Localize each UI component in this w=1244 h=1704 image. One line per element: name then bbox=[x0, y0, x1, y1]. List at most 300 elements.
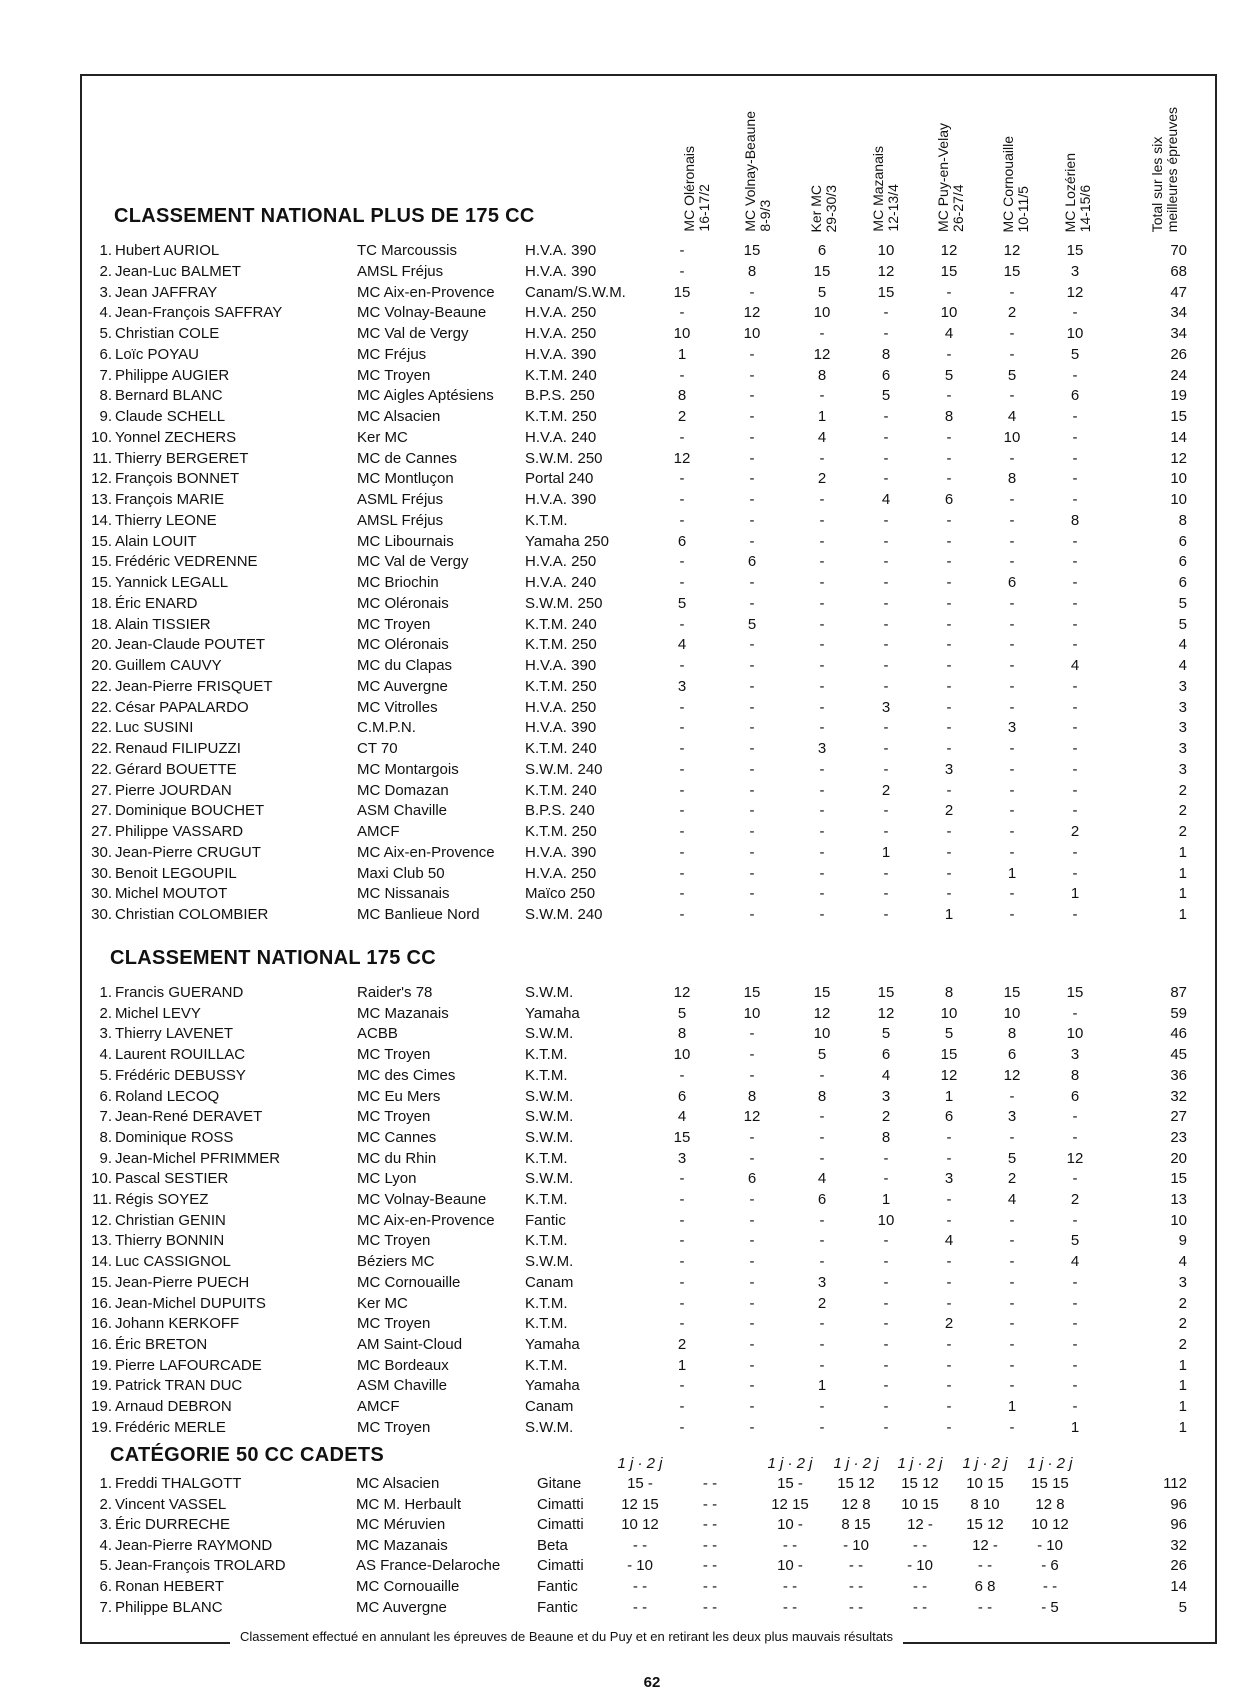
score-cell: 8 bbox=[1070, 1066, 1080, 1084]
total-cell: 2 bbox=[1178, 823, 1187, 840]
score-cell: - 5 bbox=[1041, 1598, 1059, 1616]
rank: 4. bbox=[99, 1046, 112, 1064]
score-cell: - bbox=[1072, 719, 1078, 737]
total-cell: 5 bbox=[1178, 615, 1187, 633]
score-cell: - bbox=[883, 594, 889, 612]
score-cell: - - bbox=[782, 1598, 798, 1616]
club-name: ASM Chaville bbox=[357, 1377, 448, 1395]
column-header bbox=[1135, 92, 1195, 232]
score-cell: 12 - bbox=[907, 1516, 933, 1534]
rider-name: Thierry BONNIN bbox=[115, 1232, 225, 1250]
column-header-label: MC Cornouaille 10-11/5 bbox=[1000, 135, 1031, 232]
score-cell: - bbox=[819, 864, 825, 882]
total-cell: 24 bbox=[1170, 366, 1187, 384]
motorcycle: Cimatti bbox=[537, 1495, 584, 1513]
score-cell: - bbox=[883, 823, 889, 840]
score-cell: 5 bbox=[881, 387, 891, 405]
score-cell: - - bbox=[912, 1578, 928, 1595]
score-cell: - - bbox=[702, 1495, 718, 1513]
score-cell: - bbox=[749, 1315, 755, 1333]
day-header: 1 j · 2 j bbox=[617, 1455, 663, 1472]
score-cell: - bbox=[819, 1149, 825, 1167]
score-cell: - bbox=[1072, 1377, 1078, 1395]
total-cell: 3 bbox=[1178, 760, 1187, 778]
score-cell: - bbox=[1072, 843, 1078, 861]
score-cell: 4 bbox=[677, 636, 687, 654]
score-cell: - bbox=[1009, 1356, 1015, 1374]
score-cell: - bbox=[883, 1356, 889, 1374]
score-cell: 12 bbox=[877, 1004, 895, 1022]
motorcycle: S.W.M. bbox=[525, 1108, 574, 1126]
score-cell: - bbox=[946, 1191, 952, 1208]
motorcycle: Yamaha bbox=[525, 1377, 580, 1395]
motorcycle: H.V.A. 250 bbox=[525, 698, 597, 716]
score-cell: - bbox=[1009, 657, 1015, 674]
rider-name: Thierry BERGERET bbox=[115, 449, 249, 467]
score-cell: - bbox=[679, 885, 685, 903]
rank: 22. bbox=[91, 677, 112, 695]
score-cell: 12 bbox=[743, 1108, 761, 1126]
score-cell: - bbox=[883, 1232, 889, 1250]
score-cell: - bbox=[749, 1273, 755, 1291]
score-cell: - bbox=[946, 428, 952, 446]
rider-name: Philippe BLANC bbox=[115, 1598, 223, 1616]
score-cell: - bbox=[1072, 1315, 1078, 1333]
rider-name: Philippe AUGIER bbox=[115, 366, 230, 384]
club-name: Ker MC bbox=[357, 428, 408, 446]
score-cell: - bbox=[819, 781, 825, 799]
table-row bbox=[0, 1535, 1244, 1556]
score-cell: 3 bbox=[677, 677, 687, 695]
total-cell: 1 bbox=[1178, 1377, 1187, 1395]
score-cell: - bbox=[883, 553, 889, 571]
table-row bbox=[0, 240, 1244, 261]
rank: 22. bbox=[91, 760, 112, 778]
score-cell: - bbox=[946, 470, 952, 488]
score-cell: - bbox=[679, 304, 685, 322]
score-cell: - bbox=[819, 906, 825, 923]
club-name: MC Alsacien bbox=[356, 1475, 440, 1492]
score-cell: 5 bbox=[944, 366, 954, 384]
motorcycle: H.V.A. 390 bbox=[525, 843, 597, 861]
score-cell: - bbox=[1009, 781, 1015, 799]
club-name: MC de Cannes bbox=[357, 449, 458, 467]
score-cell: 10 15 bbox=[901, 1495, 939, 1513]
score-cell: 6 bbox=[817, 242, 827, 259]
score-cell: 6 8 bbox=[974, 1578, 996, 1595]
day-header: 1 j · 2 j bbox=[897, 1455, 943, 1472]
rider-name: Luc SUSINI bbox=[115, 719, 194, 737]
rider-name: Frédéric DEBUSSY bbox=[115, 1066, 246, 1084]
score-cell: 15 bbox=[1003, 262, 1021, 280]
score-cell: 6 bbox=[1007, 1046, 1017, 1064]
score-cell: - bbox=[883, 1377, 889, 1395]
rank: 7. bbox=[99, 366, 112, 384]
rider-name: Loïc POYAU bbox=[115, 345, 199, 363]
total-cell: 112 bbox=[1163, 1475, 1187, 1492]
score-cell: 12 bbox=[673, 984, 691, 1001]
score-cell: 12 bbox=[1003, 1066, 1021, 1084]
club-name: MC Montargois bbox=[357, 760, 459, 778]
table-row bbox=[0, 1417, 1244, 1438]
club-name: CT 70 bbox=[357, 740, 398, 757]
rider-name: Jean-René DERAVET bbox=[115, 1108, 263, 1126]
score-cell: - bbox=[1072, 615, 1078, 633]
total-cell: 5 bbox=[1178, 594, 1187, 612]
total-cell: 1 bbox=[1178, 885, 1187, 903]
motorcycle: H.V.A. 390 bbox=[525, 242, 597, 259]
column-header-label: Ker MC 29-30/3 bbox=[808, 184, 839, 232]
score-cell: 10 bbox=[940, 1004, 958, 1022]
rider-name: Jean-Pierre FRISQUET bbox=[115, 677, 273, 695]
rank: 15. bbox=[91, 532, 112, 550]
total-cell: 2 bbox=[1178, 781, 1187, 799]
score-cell: - bbox=[946, 677, 952, 695]
score-cell: - bbox=[749, 677, 755, 695]
rider-name: Jean-Pierre CRUGUT bbox=[115, 843, 261, 861]
rank: 7. bbox=[99, 1108, 112, 1126]
score-cell: 15 12 bbox=[966, 1516, 1004, 1534]
score-cell: 12 bbox=[940, 1066, 958, 1084]
rank: 4. bbox=[99, 1536, 112, 1554]
score-cell: 10 bbox=[1003, 428, 1021, 446]
score-cell: 1 bbox=[1070, 885, 1080, 903]
motorcycle: Portal 240 bbox=[525, 470, 594, 488]
score-cell: 2 bbox=[944, 1315, 954, 1333]
table-row bbox=[0, 614, 1244, 635]
rider-name: Jean-Pierre RAYMOND bbox=[115, 1536, 273, 1554]
score-cell: 6 bbox=[1007, 574, 1017, 591]
club-name: MC Libournais bbox=[357, 532, 454, 550]
rider-name: César PAPALARDO bbox=[115, 698, 249, 716]
score-cell: - bbox=[749, 1066, 755, 1084]
score-cell: - bbox=[883, 1398, 889, 1415]
score-cell: - bbox=[946, 636, 952, 654]
motorcycle: Beta bbox=[537, 1536, 568, 1554]
score-cell: 4 bbox=[881, 1066, 891, 1084]
motorcycle: K.T.M. 250 bbox=[525, 677, 597, 695]
total-cell: 23 bbox=[1170, 1128, 1187, 1146]
motorcycle: B.P.S. 240 bbox=[525, 802, 595, 820]
score-cell: 6 bbox=[944, 1108, 954, 1126]
score-cell: 15 12 bbox=[901, 1475, 939, 1492]
rider-name: Patrick TRAN DUC bbox=[115, 1377, 243, 1395]
rank: 2. bbox=[99, 262, 112, 280]
rider-name: Éric BRETON bbox=[115, 1335, 208, 1353]
club-name: AMSL Fréjus bbox=[357, 511, 444, 529]
rider-name: Jean-Claude POUTET bbox=[115, 636, 266, 654]
score-cell: - bbox=[883, 677, 889, 695]
score-cell: - bbox=[883, 1273, 889, 1291]
score-cell: - bbox=[749, 719, 755, 737]
score-cell: 1 bbox=[944, 906, 954, 923]
score-cell: 4 bbox=[944, 1232, 954, 1250]
score-cell: 4 bbox=[1070, 657, 1080, 674]
score-cell: 1 bbox=[881, 1191, 891, 1208]
table-row bbox=[0, 982, 1244, 1003]
score-cell: 6 bbox=[881, 366, 891, 384]
score-cell: 10 bbox=[673, 1046, 691, 1064]
score-cell: 3 bbox=[817, 740, 827, 757]
club-name: MC Nissanais bbox=[357, 885, 450, 903]
score-cell: - bbox=[883, 574, 889, 591]
rank: 10. bbox=[91, 428, 112, 446]
club-name: MC Briochin bbox=[357, 574, 439, 591]
rider-name: Francis GUERAND bbox=[115, 984, 244, 1001]
score-cell: 12 bbox=[813, 1004, 831, 1022]
motorcycle: K.T.M. 250 bbox=[525, 636, 597, 654]
score-cell: 15 bbox=[1066, 984, 1084, 1001]
score-cell: - bbox=[946, 781, 952, 799]
score-cell: - bbox=[883, 885, 889, 903]
score-cell: - bbox=[679, 781, 685, 799]
table-row bbox=[0, 1251, 1244, 1272]
rank: 2. bbox=[99, 1495, 112, 1513]
score-cell: - bbox=[1072, 1170, 1078, 1188]
score-cell: 8 bbox=[677, 387, 687, 405]
score-cell: 15 bbox=[743, 242, 761, 259]
rank: 18. bbox=[91, 615, 112, 633]
table-row bbox=[0, 738, 1244, 759]
score-cell: 1 bbox=[1070, 1418, 1080, 1436]
score-cell: 12 15 bbox=[621, 1495, 659, 1513]
score-cell: 1 bbox=[881, 843, 891, 861]
club-name: MC Banlieue Nord bbox=[357, 906, 480, 923]
table-row bbox=[0, 676, 1244, 697]
rank: 8. bbox=[99, 1128, 112, 1146]
total-cell: 96 bbox=[1170, 1495, 1187, 1513]
rider-name: Thierry LEONE bbox=[115, 511, 217, 529]
motorcycle: K.T.M. bbox=[525, 1356, 568, 1374]
day-header: 1 j · 2 j bbox=[833, 1455, 879, 1472]
score-cell: - bbox=[679, 760, 685, 778]
rank: 14. bbox=[91, 1253, 112, 1271]
score-cell: - bbox=[1009, 823, 1015, 840]
score-cell: - bbox=[946, 657, 952, 674]
club-name: MC Aix-en-Provence bbox=[357, 283, 495, 301]
score-cell: - bbox=[1072, 906, 1078, 923]
score-cell: - bbox=[679, 511, 685, 529]
rider-name: Dominique BOUCHET bbox=[115, 802, 265, 820]
score-cell: 15 - bbox=[777, 1475, 803, 1492]
score-cell: 15 12 bbox=[837, 1475, 875, 1492]
club-name: MC du Clapas bbox=[357, 657, 453, 674]
rank: 30. bbox=[91, 885, 112, 903]
score-cell: - bbox=[1072, 1273, 1078, 1291]
rank: 16. bbox=[91, 1335, 112, 1353]
score-cell: - bbox=[749, 636, 755, 654]
day-header: 1 j · 2 j bbox=[962, 1455, 1008, 1472]
rider-name: Christian COLOMBIER bbox=[115, 906, 269, 923]
club-name: MC Eu Mers bbox=[357, 1087, 441, 1105]
club-name: MC Troyen bbox=[357, 1108, 431, 1126]
score-cell: - bbox=[819, 719, 825, 737]
score-cell: 8 15 bbox=[841, 1516, 871, 1534]
rank: 1. bbox=[99, 242, 112, 259]
table-row bbox=[0, 1086, 1244, 1107]
table-row bbox=[0, 634, 1244, 655]
score-cell: 10 - bbox=[777, 1557, 803, 1575]
rank: 30. bbox=[91, 906, 112, 923]
section-title-plus-175: CLASSEMENT NATIONAL PLUS DE 175 CC bbox=[114, 205, 535, 227]
club-name: MC Troyen bbox=[357, 1232, 431, 1250]
score-cell: - bbox=[946, 449, 952, 467]
table-row bbox=[0, 593, 1244, 614]
score-cell: 10 bbox=[813, 304, 831, 322]
rank: 15. bbox=[91, 553, 112, 571]
score-cell: - bbox=[1009, 843, 1015, 861]
score-cell: 2 bbox=[677, 408, 687, 425]
table-row bbox=[0, 1355, 1244, 1376]
score-cell: - bbox=[883, 1315, 889, 1333]
score-cell: - bbox=[946, 698, 952, 716]
club-name: C.M.P.N. bbox=[357, 719, 416, 737]
score-cell: - bbox=[883, 325, 889, 342]
score-cell: - bbox=[883, 802, 889, 820]
score-cell: - - bbox=[782, 1536, 798, 1554]
club-name: MC Mazanais bbox=[357, 1004, 449, 1022]
score-cell: - bbox=[749, 781, 755, 799]
table-row bbox=[0, 821, 1244, 842]
motorcycle: H.V.A. 240 bbox=[525, 574, 597, 591]
score-cell: 12 bbox=[877, 262, 895, 280]
score-cell: 8 bbox=[1007, 470, 1017, 488]
score-cell: - bbox=[1009, 698, 1015, 716]
motorcycle: B.P.S. 250 bbox=[525, 387, 595, 405]
score-cell: 12 8 bbox=[841, 1495, 871, 1513]
score-cell: - bbox=[819, 553, 825, 571]
score-cell: 3 bbox=[944, 1170, 954, 1188]
club-name: Béziers MC bbox=[357, 1253, 435, 1271]
total-cell: 46 bbox=[1170, 1025, 1187, 1043]
score-cell: - bbox=[749, 760, 755, 778]
score-cell: 3 bbox=[1070, 1046, 1080, 1064]
club-name: MC Domazan bbox=[357, 781, 449, 799]
score-cell: - bbox=[1072, 574, 1078, 591]
score-cell: - bbox=[1009, 1377, 1015, 1395]
rank: 20. bbox=[91, 657, 112, 674]
rank: 27. bbox=[91, 802, 112, 820]
score-cell: - bbox=[1009, 1128, 1015, 1146]
score-cell: 5 bbox=[677, 1004, 687, 1022]
score-cell: - - bbox=[1042, 1578, 1058, 1595]
score-cell: - bbox=[1009, 906, 1015, 923]
rider-name: Hubert AURIOL bbox=[115, 242, 220, 259]
score-cell: 5 bbox=[677, 594, 687, 612]
score-cell: - bbox=[749, 1335, 755, 1353]
table-row bbox=[0, 1065, 1244, 1086]
total-cell: 2 bbox=[1178, 1294, 1187, 1312]
score-cell: - bbox=[946, 1377, 952, 1395]
score-cell: - bbox=[883, 760, 889, 778]
score-cell: - bbox=[819, 843, 825, 861]
rider-name: Ronan HEBERT bbox=[115, 1578, 224, 1595]
score-cell: 12 bbox=[1066, 1149, 1084, 1167]
score-cell: 3 bbox=[1007, 1108, 1017, 1126]
rider-name: Claude SCHELL bbox=[115, 408, 226, 425]
rank: 18. bbox=[91, 594, 112, 612]
score-cell: - bbox=[1009, 345, 1015, 363]
rank: 3. bbox=[99, 1025, 112, 1043]
table-row bbox=[0, 468, 1244, 489]
motorcycle: K.T.M. 240 bbox=[525, 366, 597, 384]
score-cell: - bbox=[1072, 428, 1078, 446]
score-cell: 4 bbox=[881, 491, 891, 508]
rank: 5. bbox=[99, 325, 112, 342]
score-cell: - bbox=[1009, 760, 1015, 778]
club-name: Maxi Club 50 bbox=[357, 864, 445, 882]
total-cell: 96 bbox=[1170, 1516, 1187, 1534]
score-cell: 4 bbox=[817, 1170, 827, 1188]
table-row bbox=[0, 1597, 1244, 1618]
score-cell: - - bbox=[702, 1578, 718, 1595]
score-cell: - bbox=[749, 1211, 755, 1229]
score-cell: 15 bbox=[940, 262, 958, 280]
score-cell: - bbox=[679, 553, 685, 571]
motorcycle: K.T.M. bbox=[525, 1294, 568, 1312]
motorcycle: Fantic bbox=[537, 1578, 578, 1595]
club-name: MC Aix-en-Provence bbox=[357, 1211, 495, 1229]
score-cell: - bbox=[883, 304, 889, 322]
club-name: Raider's 78 bbox=[357, 984, 433, 1001]
score-cell: - bbox=[749, 408, 755, 425]
table-row bbox=[0, 1189, 1244, 1210]
table-row bbox=[0, 1396, 1244, 1417]
score-cell: - bbox=[883, 740, 889, 757]
table-row bbox=[0, 1555, 1244, 1576]
total-cell: 3 bbox=[1178, 1273, 1187, 1291]
club-name: MC Troyen bbox=[357, 366, 431, 384]
score-cell: - - bbox=[912, 1598, 928, 1616]
rider-name: Régis SOYEZ bbox=[115, 1191, 209, 1208]
score-cell: 5 bbox=[1070, 345, 1080, 363]
score-cell: - bbox=[819, 1211, 825, 1229]
rider-name: Michel MOUTOT bbox=[115, 885, 228, 903]
score-cell: - bbox=[1009, 677, 1015, 695]
club-name: MC Troyen bbox=[357, 1315, 431, 1333]
score-cell: 10 bbox=[1066, 1025, 1084, 1043]
score-cell: - bbox=[749, 1046, 755, 1064]
score-cell: - bbox=[1009, 615, 1015, 633]
motorcycle: K.T.M. 240 bbox=[525, 740, 597, 757]
total-cell: 68 bbox=[1170, 262, 1187, 280]
rank: 10. bbox=[91, 1170, 112, 1188]
club-name: MC Cannes bbox=[357, 1128, 437, 1146]
table-row bbox=[0, 531, 1244, 552]
score-cell: - bbox=[749, 885, 755, 903]
table-row bbox=[0, 1334, 1244, 1355]
score-cell: 6 bbox=[817, 1191, 827, 1208]
score-cell: - bbox=[883, 636, 889, 654]
score-cell: - bbox=[819, 1066, 825, 1084]
score-cell: - - bbox=[702, 1598, 718, 1616]
score-cell: 1 bbox=[677, 1356, 687, 1374]
score-cell: 6 bbox=[1070, 387, 1080, 405]
club-name: Ker MC bbox=[357, 1294, 408, 1312]
motorcycle: Fantic bbox=[537, 1598, 578, 1616]
table-row bbox=[0, 406, 1244, 427]
rider-name: Luc CASSIGNOL bbox=[115, 1253, 231, 1271]
motorcycle: H.V.A. 390 bbox=[525, 657, 597, 674]
score-cell: 8 bbox=[817, 366, 827, 384]
club-name: MC Oléronais bbox=[357, 594, 449, 612]
score-cell: 8 bbox=[747, 1087, 757, 1105]
day-header: 1 j · 2 j bbox=[1027, 1455, 1073, 1472]
score-cell: - bbox=[749, 1377, 755, 1395]
rider-name: Freddi THALGOTT bbox=[115, 1475, 242, 1492]
score-cell: 15 bbox=[673, 1128, 691, 1146]
score-cell: - bbox=[679, 843, 685, 861]
